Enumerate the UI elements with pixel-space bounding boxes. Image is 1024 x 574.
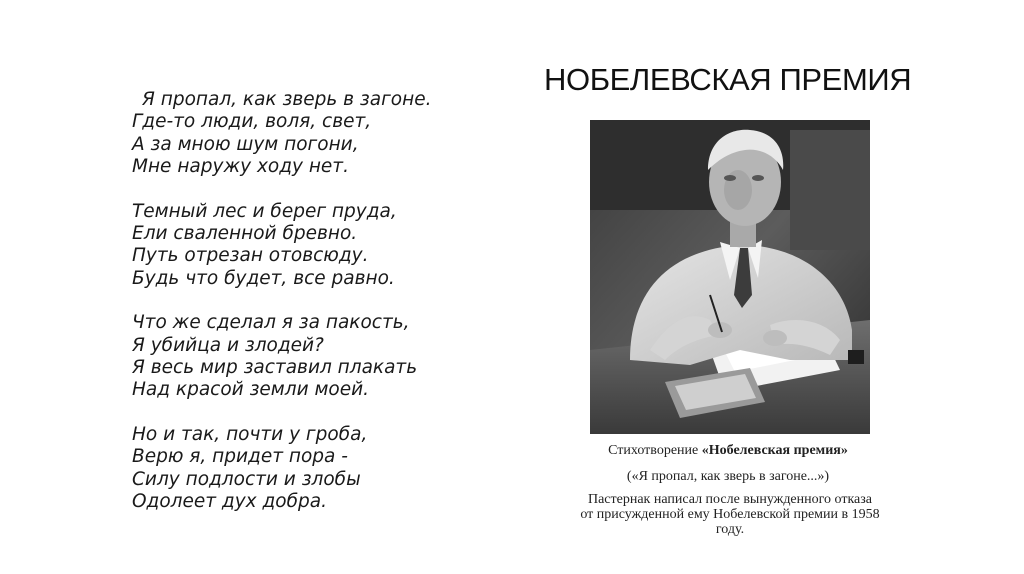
portrait-photo [590,120,870,434]
poem-stanza-1 [132,89,492,179]
poem-line: Я убийца и злодей? [132,334,324,356]
poem-line: Я весь мир заставил плакать [132,357,418,379]
poem-stanza-4 [132,424,492,514]
poem-stanza-2 [132,201,492,291]
poem-line: Я пропал, как зверь в загоне. [142,89,432,110]
caption-prefix: Стихотворение [608,443,702,458]
caption-poem-title: «Нобелевская премия» [701,443,848,458]
photo-caption [568,442,888,537]
poem-line: Темный лес и берег пруда, [132,200,397,222]
poem-line: А за мною шум погони, [132,133,359,155]
poem-line: Но и так, почти у гроба, [132,423,368,445]
slide-title: НОБЕЛЕВСКАЯ ПРЕМИЯ [544,62,912,97]
poem-line: Одолеет дух добра. [132,491,327,513]
poem-text [132,89,492,536]
poem-line: Ели сваленной бревно. [132,223,358,245]
poem-stanza-3 [132,312,492,402]
caption-line-2: («Я пропал, как зверь в загоне...») [626,469,830,484]
caption-description: Пастернак написал после вынужденного отказа от присужденной ему Нобелевской премии в 1958 году. [580,492,880,537]
poem-line: Силу подлости и злобы [132,468,361,490]
poem-line: Где-то люди, воля, свет, [132,111,372,133]
portrait-photo-icon [590,120,870,434]
poem-line: Над красой земли моей. [132,379,370,401]
poem-line: Путь отрезан отовсюду. [132,245,369,267]
poem-line: Мне наружу ходу нет. [132,156,349,178]
poem-line: Будь что будет, все равно. [132,267,395,289]
caption-line-1 [568,442,888,460]
poem-line: Что же сделал я за пакость, [132,312,410,334]
poem-line: Верю я, придет пора - [132,446,348,468]
